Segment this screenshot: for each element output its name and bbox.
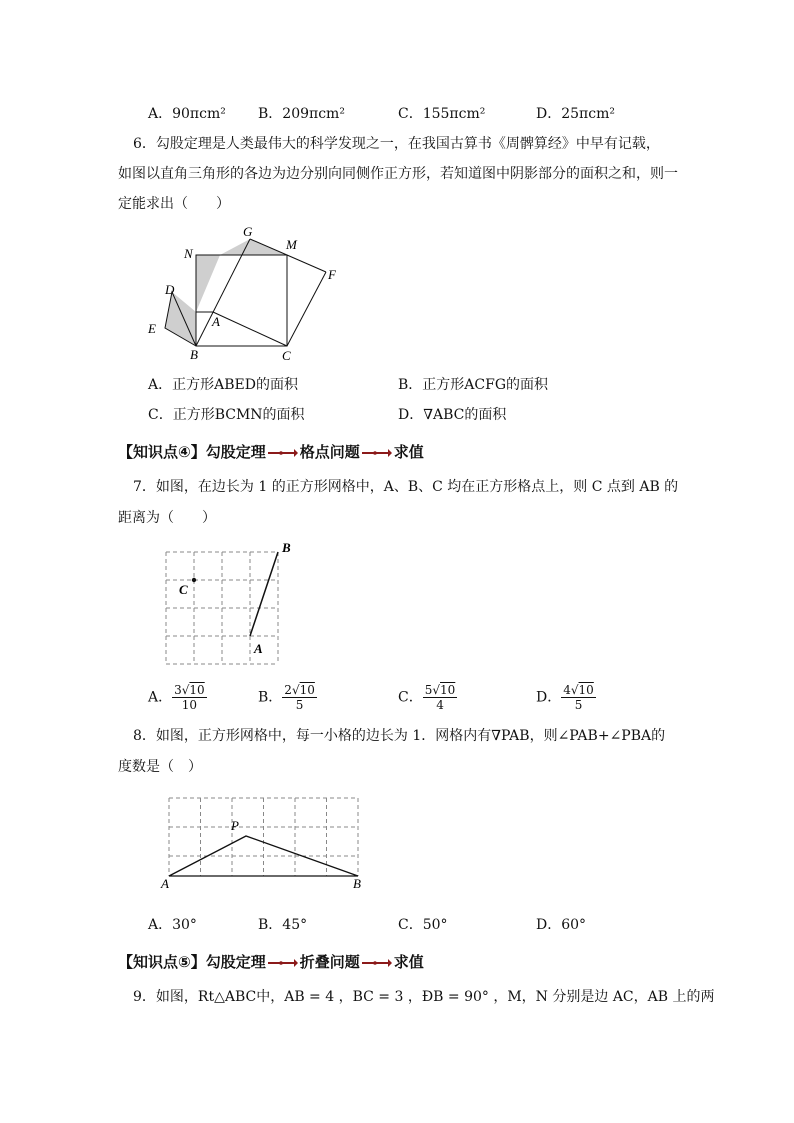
arrow-icon bbox=[362, 956, 392, 970]
arrow-icon bbox=[362, 446, 392, 460]
q7-label-c: C bbox=[179, 582, 188, 597]
q6-option-b: B．正方形ACFG的面积 bbox=[398, 377, 549, 393]
q8-option-d: D．60° bbox=[536, 917, 587, 933]
q6-figure bbox=[140, 222, 350, 364]
q7-option-a: A． $\frac{3√10}{10}$ bbox=[148, 683, 205, 712]
q5-option-c: C．155πcm² bbox=[398, 106, 486, 122]
q8-label-b: B bbox=[353, 876, 361, 890]
section-5-mid: 折叠问题 bbox=[299, 953, 360, 971]
q6-label-b: B bbox=[190, 347, 198, 362]
q6-label-g: G bbox=[243, 224, 253, 239]
point-c bbox=[192, 578, 196, 582]
q7-option-c: C． $\frac{5√10}{4}$ bbox=[398, 683, 456, 712]
section-5-end: 求值 bbox=[393, 953, 424, 971]
section-5-title: 【知识点⑤】勾股定理 bbox=[118, 953, 266, 971]
q6-option-c: C．正方形BCMN的面积 bbox=[148, 407, 305, 423]
line-ca bbox=[213, 312, 287, 346]
q7-line-2: 距离为（ ） bbox=[118, 510, 216, 526]
arrow-icon bbox=[268, 956, 298, 970]
line-fc bbox=[287, 272, 326, 346]
q7-label-b: B bbox=[282, 540, 291, 555]
q5-option-d: D．25πcm² bbox=[536, 106, 615, 122]
shade-left-triangle bbox=[196, 255, 220, 312]
q6-label-a: A bbox=[212, 314, 220, 329]
shade-abed bbox=[165, 292, 196, 346]
q6-line-1: 6．勾股定理是人类最伟大的科学发现之一，在我国古算书《周髀算经》中早有记载， bbox=[133, 136, 660, 152]
q5-option-b: B．209πcm² bbox=[258, 106, 345, 122]
q6-label-n: N bbox=[184, 246, 193, 261]
q6-line-3: 定能求出（ ） bbox=[118, 196, 230, 212]
shade-top-triangle bbox=[220, 239, 287, 255]
q8-label-a: A bbox=[161, 876, 169, 890]
q9-line-1: 9．如图，Rt△ABC中，AB = 4 ，BC = 3 ，ÐB = 90° ，M，N 分别是边 AC，AB 上的两 bbox=[133, 989, 715, 1005]
q7-option-b: B． $\frac{2√10}{5}$ bbox=[258, 683, 315, 712]
q6-label-e: E bbox=[148, 321, 156, 336]
q6-line-2: 如图以直角三角形的各边为边分别向同侧作正方形，若知道图中阴影部分的面积之和，则一 bbox=[118, 166, 678, 182]
q6-option-d: D．∇ABC的面积 bbox=[398, 407, 507, 423]
q6-label-f: F bbox=[328, 267, 336, 282]
q8-line-1: 8．如图，正方形网格中，每一小格的边长为 1．网格内有∇PAB，则∠PAB+∠PBA的 bbox=[133, 728, 666, 744]
q8-figure bbox=[155, 790, 375, 890]
q8-grid bbox=[169, 798, 358, 876]
section-4-title: 【知识点④】勾股定理 bbox=[118, 443, 266, 461]
q6-label-c: C bbox=[282, 348, 291, 363]
section-4-heading bbox=[118, 441, 424, 462]
q8-option-c: C．50° bbox=[398, 917, 448, 933]
q7-figure bbox=[150, 538, 310, 668]
q8-option-a: A．30° bbox=[148, 917, 197, 933]
section-4-end: 求值 bbox=[393, 443, 424, 461]
q7-label-a: A bbox=[254, 641, 263, 656]
line-mf bbox=[287, 255, 326, 272]
q5-option-a: A．90πcm² bbox=[148, 106, 226, 122]
segment-ab bbox=[250, 552, 278, 636]
q6-label-m: M bbox=[286, 237, 297, 252]
arrow-icon bbox=[268, 446, 298, 460]
q7-option-d: D． $\frac{4√10}{5}$ bbox=[536, 683, 594, 712]
q6-label-d: D bbox=[165, 282, 175, 297]
q7-line-1: 7．如图，在边长为 1 的正方形网格中，A、B、C 均在正方形格点上，则 C 点到 AB 的 bbox=[133, 479, 679, 495]
section-4-mid: 格点问题 bbox=[299, 443, 360, 461]
q8-label-p: P bbox=[231, 818, 239, 833]
section-5-heading bbox=[118, 951, 424, 972]
q8-option-b: B．45° bbox=[258, 917, 308, 933]
q6-option-a: A．正方形ABED的面积 bbox=[148, 377, 298, 393]
q8-line-2: 度数是（ ） bbox=[118, 759, 202, 775]
